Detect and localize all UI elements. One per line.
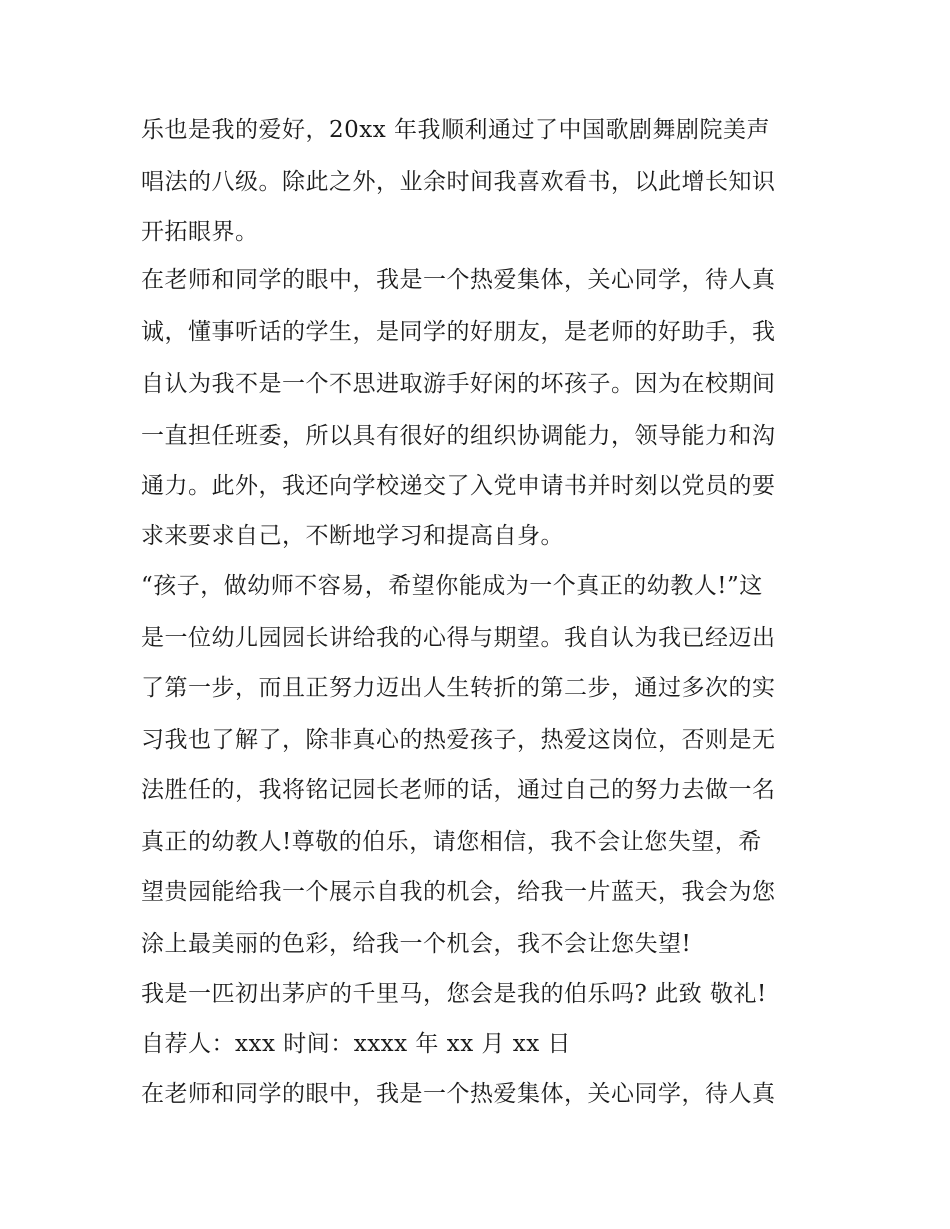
text-line: 求来要求自己，不断地学习和提高自身。	[141, 523, 564, 549]
text-line: 开拓眼界。	[141, 219, 259, 245]
text-line: “孩子，做幼师不容易，希望你能成为一个真正的幼教人!”这	[141, 573, 763, 599]
text-line: 法胜任的，我将铭记园长老师的话，通过自己的努力去做一名	[141, 777, 776, 803]
text-line: 自荐人：xxx 时间：xxxx 年 xx 月 xx 日	[141, 1031, 572, 1057]
text-line: 自认为我不是一个不思进取游手好闲的坏孩子。因为在校期间	[141, 371, 776, 397]
text-line: 一直担任班委，所以具有很好的组织协调能力，领导能力和沟	[141, 423, 776, 449]
text-line: 诚，懂事听话的学生，是同学的好朋友，是老师的好助手，我	[141, 319, 776, 345]
text-line: 我是一匹初出茅庐的千里马，您会是我的伯乐吗? 此致 敬礼!	[141, 981, 767, 1007]
text-line: 在老师和同学的眼中，我是一个热爱集体，关心同学，待人真	[141, 1081, 776, 1107]
text-line: 通力。此外，我还向学校递交了入党申请书并时刻以党员的要	[141, 473, 776, 499]
text-line: 乐也是我的爱好，20xx 年我顺利通过了中国歌剧舞剧院美声	[141, 117, 771, 143]
text-line: 望贵园能给我一个展示自我的机会，给我一片蓝天，我会为您	[141, 879, 776, 905]
text-line: 唱法的八级。除此之外，业余时间我喜欢看书，以此增长知识	[141, 169, 776, 195]
text-line: 习我也了解了，除非真心的热爱孩子，热爱这岗位，否则是无	[141, 727, 776, 753]
text-line: 涂上最美丽的色彩，给我一个机会，我不会让您失望!	[141, 931, 692, 957]
text-line: 是一位幼儿园园长讲给我的心得与期望。我自认为我已经迈出	[141, 625, 776, 651]
text-line: 在老师和同学的眼中，我是一个热爱集体，关心同学，待人真	[141, 267, 776, 293]
text-line: 了第一步，而且正努力迈出人生转折的第二步，通过多次的实	[141, 675, 776, 701]
text-line: 真正的幼教人!尊敬的伯乐，请您相信，我不会让您失望，希	[141, 829, 762, 855]
